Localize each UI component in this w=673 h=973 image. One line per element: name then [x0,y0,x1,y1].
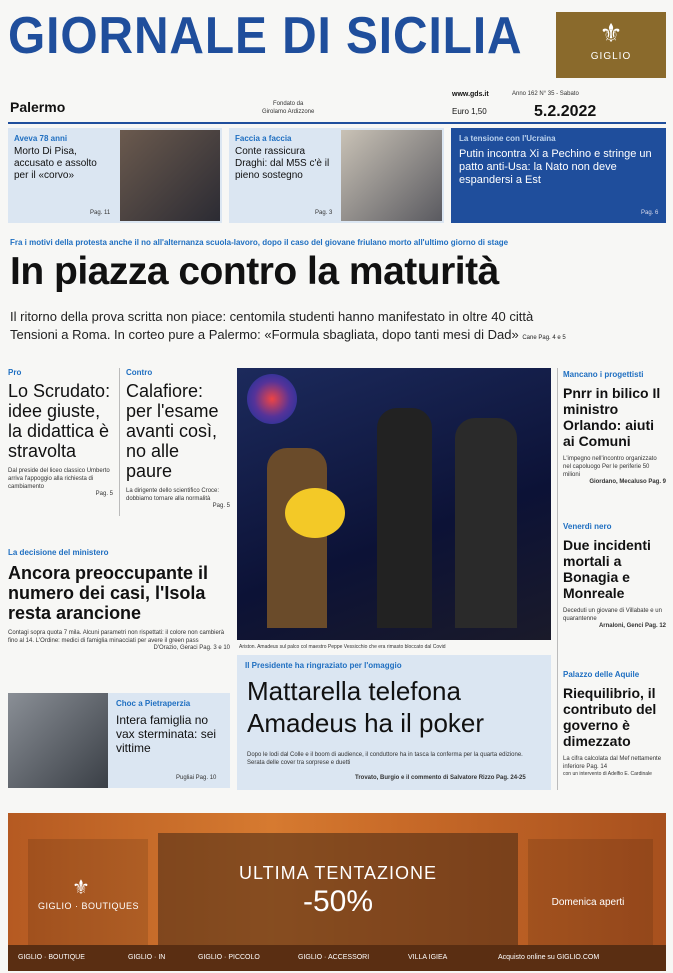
covid-body: Contagi sopra quota 7 mila. Alcuni parametri non rispettati: il colore non cambierà fino al 14. L'Ordine: medici di famiglia minacciati per avere il green pass [8,630,225,644]
lily-icon: ⚜ [72,877,90,899]
pro-article[interactable] [8,368,113,497]
right-kicker: Palazzo delle Aquile [563,670,640,679]
amadeus-figure [267,448,327,628]
covid-headline: Ancora preoccupante il numero dei casi, l'Isola resta arancione [8,563,209,623]
right-headline: Due incidenti mortali a Bonagia e Monreale [563,537,651,601]
masthead-title: GIORNALE DI SICILIA [8,7,523,65]
lily-icon: ⚜ [599,18,623,48]
ambulance-photo [8,693,108,788]
strip-item[interactable]: GIGLIO · PICCOLO [198,954,260,961]
ad-discount: -50% [302,885,374,918]
dipisa-photo [120,130,220,221]
right-headline: Pnrr in bilico Il ministro Orlando: aiuti ai Comuni [563,385,661,449]
choc-headline: Intera famiglia no vax sterminata: sei vittime [116,713,217,755]
teaser-kicker: Aveva 78 anni [14,134,68,143]
right-byline: con un intervento di Adelfio E. Cardinale [563,771,652,777]
teaser-kicker: Faccia a faccia [235,134,292,143]
issue-number: Anno 162 N° 35 - Sabato [512,91,579,97]
ad-right-panel [528,839,653,951]
ad-brand: GIGLIO · BOUTIQUES [38,901,140,911]
header-divider [8,122,666,124]
ad-title: ULTIMA TENTAZIONE [238,863,438,883]
right-article-incidenti[interactable] [563,522,666,629]
right-headline: Riequilibrio, il contributo del governo è dimezzato [563,685,657,749]
founded-note [262,100,314,116]
pro-headline: Lo Scrudato: idee giuste, la didattica è stravolta [8,381,111,461]
strip-item[interactable]: GIGLIO · BOUTIQUE [18,954,85,961]
sanremo-photo [237,368,551,640]
right-article-pnrr[interactable] [563,370,666,485]
sanremo-caption: Ariston. Amadeus sul palco col maestro Peppe Vessicchio che era rimasto bloccato dal Covid [239,644,446,650]
issue-date: 5.2.2022 [534,103,597,120]
lead-subhead [10,308,670,347]
strip-item[interactable]: Acquisto online su GIGLIO.COM [498,954,600,961]
page-ref: Pag. 5 [95,491,113,497]
pro-body: Dal preside del liceo classico Umberto arriva l'appoggio alla richiesta di cambiamento [8,468,110,490]
covid-byline: D'Orazio, Geraci Pag. 3 e 10 [153,645,230,651]
lead-byline: Cane Pag. 4 e 5 [522,335,566,341]
contro-headline: Calafiore: per l'esame avanti così, no alle paure [126,381,219,481]
teaser-text: Morto Di Pisa, accusato e assolto per il «corvo» [14,146,97,181]
right-body: Deceduti un giovane di Villabate e un quarantenne [563,608,662,622]
teaser-text: Putin incontra Xi a Pechino e stringe un patto anti-Usa: la Nato non deve espandersi a Est [459,148,652,186]
performer-figure [377,408,432,628]
vessicchio-figure [455,418,517,628]
contro-article[interactable] [126,368,230,509]
strip-item[interactable]: GIGLIO · IN [128,954,166,961]
sanremo-byline: Trovato, Burgio e il commento di Salvatore Rizzo Pag. 24-25 [355,775,526,781]
lead-kicker: Fra i motivi della protesta anche il no all'alternanza scuola-lavoro, dopo il caso del giovane friulano morto all'ultimo giorno di stage [10,238,509,247]
teaser-conte[interactable] [229,128,444,223]
lead-headline[interactable]: In piazza contro la maturità [10,250,499,293]
teaser-dipisa[interactable] [8,128,222,223]
contro-body: La dirigente dello scientifico Croce: dobbiamo tornare alla normalità [126,488,220,502]
lead-sub-line: Il ritorno della prova scritta non piace: centomila studenti hanno manifestato in oltre 40 città [10,309,534,324]
lead-sub-line: Tensioni a Roma. In corteo pure a Palermo: «Formula sbagliata, dopo tanti mesi di Dad» [10,327,519,342]
teaser-text: Conte rassicura Draghi: dal M5S c'è il pieno sostegno [235,146,330,181]
yellow-bouquet [285,488,345,538]
founded-line: Fondato da [273,101,304,107]
right-body: La cifra calcolata dal Mef nettamente inferiore [563,756,662,770]
right-kicker: Mancano i progettisti [563,370,644,379]
price: Euro 1,50 [452,107,487,116]
contro-kicker: Contro [126,368,153,377]
right-body: L'impegno nell'incontro organizzato nel capoluogo Per le periferie 50 milioni [563,456,657,478]
fireworks-graphic [247,374,297,424]
sanremo-kicker: Il Presidente ha ringraziato per l'omaggio [245,661,402,670]
founded-line: Girolamo Ardizzone [262,109,315,115]
page-ref: Pag. 11 [90,210,111,216]
sanremo-article[interactable] [237,655,551,790]
strip-item[interactable]: GIGLIO · ACCESSORI [298,954,370,961]
sanremo-headline: Amadeus ha il poker [247,708,485,738]
covid-kicker: La decisione del ministero [8,548,109,557]
giglio-logo[interactable] [556,12,666,78]
pro-kicker: Pro [8,368,22,377]
page-ref: Pag. 3 [315,210,333,216]
page-ref: Pag. 14 [586,764,608,770]
ad-note: Domenica aperti [551,897,625,908]
teaser-kicker: La tensione con l'Ucraina [459,134,556,143]
page-ref: Pag. 6 [641,210,659,216]
site-url[interactable]: www.gds.it [452,91,489,98]
right-column-divider [557,368,558,790]
logo-text: GIGLIO [590,51,632,62]
sanremo-body: Dopo le lodi dal Colle e il boom di audience, il conduttore ha in tasca la conferma per la quarta edizione. Serata delle cover tra sorprese e duetti [247,752,523,766]
ad-strip [8,945,666,971]
right-kicker: Venerdì nero [563,522,612,531]
right-byline: Giordano, Mecaluso Pag. 9 [589,479,666,485]
strip-item[interactable]: VILLA IGIEA [408,954,448,961]
choc-article[interactable] [8,693,230,788]
covid-article[interactable] [8,548,230,651]
teaser-putin[interactable] [451,128,666,223]
right-byline: Arnaloni, Genci Pag. 12 [598,623,666,629]
column-divider [119,368,120,516]
conte-photo [341,130,442,221]
page-ref: Pag. 5 [212,503,230,509]
right-article-riequilibrio[interactable] [563,670,666,777]
edition-city: Palermo [10,99,66,115]
choc-byline: Pugliai Pag. 10 [176,775,217,781]
sanremo-headline: Mattarella telefona [247,676,461,706]
choc-kicker: Choc a Pietraperzia [116,699,191,708]
